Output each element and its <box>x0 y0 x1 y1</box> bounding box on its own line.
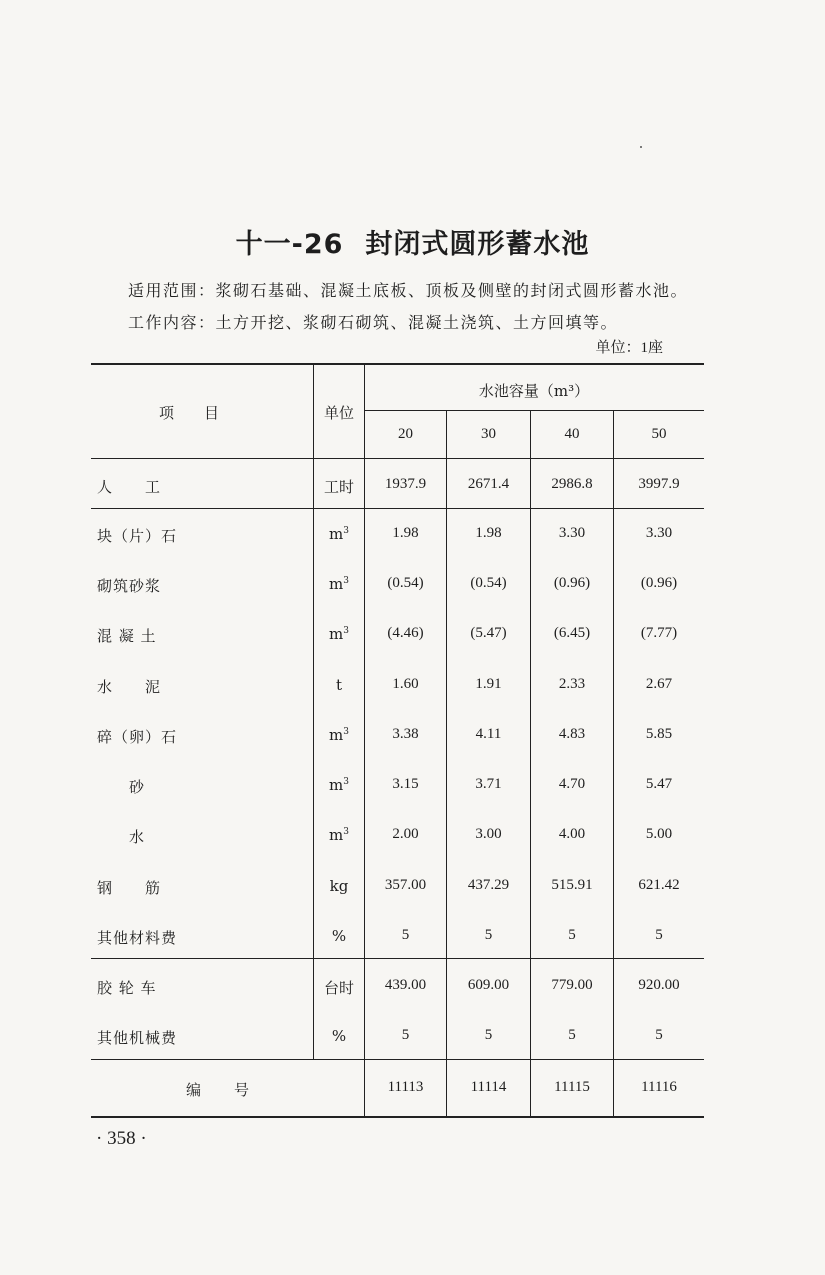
row-value-cell: 439.00 <box>384 977 427 993</box>
row-value-cell: 357.00 <box>384 877 427 893</box>
code-value-cell: 11114 <box>470 1079 507 1095</box>
header-item: 项 目 <box>159 404 220 422</box>
row-value-cell: 2.33 <box>558 676 586 692</box>
row-value-cell: 1.60 <box>392 676 419 692</box>
row-value-cell: (0.96) <box>553 575 591 591</box>
row-value-cell: 4.11 <box>475 726 502 742</box>
row-value-cell: 1.91 <box>475 676 502 692</box>
page-number: · 358 · <box>96 1128 147 1149</box>
row-value-cell: 3.71 <box>475 776 502 792</box>
row-value-cell: 5 <box>655 1027 663 1043</box>
row-item-name: 块（片）石 <box>97 527 178 545</box>
row-value-cell: (0.54) <box>387 575 424 591</box>
row-value-cell: 2.67 <box>645 676 673 692</box>
header-sub-rule <box>364 410 704 411</box>
code-row-label: 编 号 <box>186 1081 251 1099</box>
row-value-cell: 5 <box>655 927 663 943</box>
row-value-cell: 4.70 <box>558 776 586 792</box>
row-unit: 工时 <box>323 478 354 496</box>
row-value-cell: 920.00 <box>638 977 680 993</box>
unit-note: 单位：1座 <box>595 340 663 356</box>
header-capacity-col: 50 <box>651 426 667 442</box>
row-value-cell: 515.91 <box>551 877 593 893</box>
page-title <box>0 222 825 261</box>
row-value-cell: 5 <box>568 927 576 943</box>
row-item-name: 其他机械费 <box>97 1029 178 1047</box>
section-number: 十一-26 <box>235 229 344 260</box>
scope-text: 适用范围：浆砌石基础、混凝土底板、顶板及侧壁的封闭式圆形蓄水池。 <box>128 281 689 300</box>
row-value-cell: 5.47 <box>645 776 673 792</box>
row-item-name: 混 凝 土 <box>97 627 157 645</box>
row-value-cell: 5 <box>484 1027 493 1043</box>
row-value-cell: 5 <box>401 927 410 943</box>
row-value-cell: (0.96) <box>640 575 678 591</box>
code-value-cell: 11113 <box>387 1079 424 1095</box>
row-unit: kg <box>329 877 349 895</box>
row-value-cell: 3.38 <box>392 726 419 742</box>
row-item-name: 胶 轮 车 <box>97 979 157 997</box>
row-item-name: 钢 筋 <box>97 879 162 897</box>
header-capacity-col: 20 <box>398 426 413 442</box>
row-value-cell: 1.98 <box>392 525 419 541</box>
row-value-cell: 621.42 <box>638 877 680 893</box>
row-value-cell: (6.45) <box>553 625 591 641</box>
row-item-name: 其他材料费 <box>97 929 178 947</box>
section-title: 封闭式圆形蓄水池 <box>365 229 590 260</box>
code-value-cell: 11116 <box>641 1079 677 1095</box>
row-value-cell: 437.29 <box>467 877 510 893</box>
row-value-cell: 4.00 <box>558 826 586 842</box>
row-value-cell: (0.54) <box>470 575 507 591</box>
row-value-cell: 5 <box>568 1027 576 1043</box>
table-top-rule <box>91 363 704 365</box>
row-value-cell: 2671.4 <box>467 476 510 492</box>
col-divider-2 <box>530 410 531 1117</box>
row-unit: t <box>335 676 343 694</box>
header-capacity-col: 30 <box>481 426 496 442</box>
row-unit: $m^3$ <box>329 726 349 744</box>
work-content-text: 工作内容：土方开挖、浆砌石砌筑、混凝土浇筑、土方回填等。 <box>128 313 619 332</box>
row-item-name: 人 工 <box>97 478 162 496</box>
row-item-name: 碎（卵）石 <box>97 728 178 746</box>
header-unit: 单位 <box>323 404 354 422</box>
header-capacity-group: 水池容量（m³） <box>478 382 590 400</box>
row-value-cell: 1.98 <box>475 525 502 541</box>
row-value-cell: 5.85 <box>645 726 673 742</box>
scan-speck <box>640 146 642 148</box>
item-unit-divider <box>313 364 314 1060</box>
row-unit: % <box>331 1027 347 1045</box>
row-value-cell: 5 <box>401 1027 410 1043</box>
code-value-cell: 11115 <box>554 1079 590 1095</box>
row-unit: $m^3$ <box>329 575 349 593</box>
row-value-cell: 3.30 <box>558 525 586 541</box>
row-value-cell: (5.47) <box>470 625 507 641</box>
row-unit: % <box>331 927 347 945</box>
row-unit: 台时 <box>323 979 354 997</box>
row-item-name: 砂 <box>97 778 146 796</box>
row-unit: $m^3$ <box>329 776 349 794</box>
header-capacity-col: 40 <box>564 426 580 442</box>
row-value-cell: 2986.8 <box>551 476 593 492</box>
row-value-cell: 4.83 <box>558 726 586 742</box>
col-divider-3 <box>613 410 614 1117</box>
row-value-cell: 3997.9 <box>638 476 680 492</box>
row-value-cell: (4.46) <box>387 625 424 641</box>
row-item-name: 水 <box>97 828 146 846</box>
row-value-cell: 609.00 <box>467 977 510 993</box>
col-divider-1 <box>446 410 447 1117</box>
row-value-cell: 5.00 <box>645 826 673 842</box>
row-value-cell: 779.00 <box>551 977 593 993</box>
row-item-name: 水 泥 <box>97 678 162 696</box>
row-value-cell: 3.15 <box>392 776 419 792</box>
row-value-cell: 3.30 <box>645 525 673 541</box>
row-unit: $m^3$ <box>329 525 349 543</box>
row-unit: $m^3$ <box>329 625 349 643</box>
row-value-cell: 1937.9 <box>384 476 427 492</box>
row-value-cell: (7.77) <box>640 625 678 641</box>
row-value-cell: 3.00 <box>475 826 502 842</box>
row-unit: $m^3$ <box>329 826 349 844</box>
row-item-name: 砌筑砂浆 <box>97 577 162 595</box>
row-value-cell: 2.00 <box>392 826 419 842</box>
row-value-cell: 5 <box>484 927 493 943</box>
